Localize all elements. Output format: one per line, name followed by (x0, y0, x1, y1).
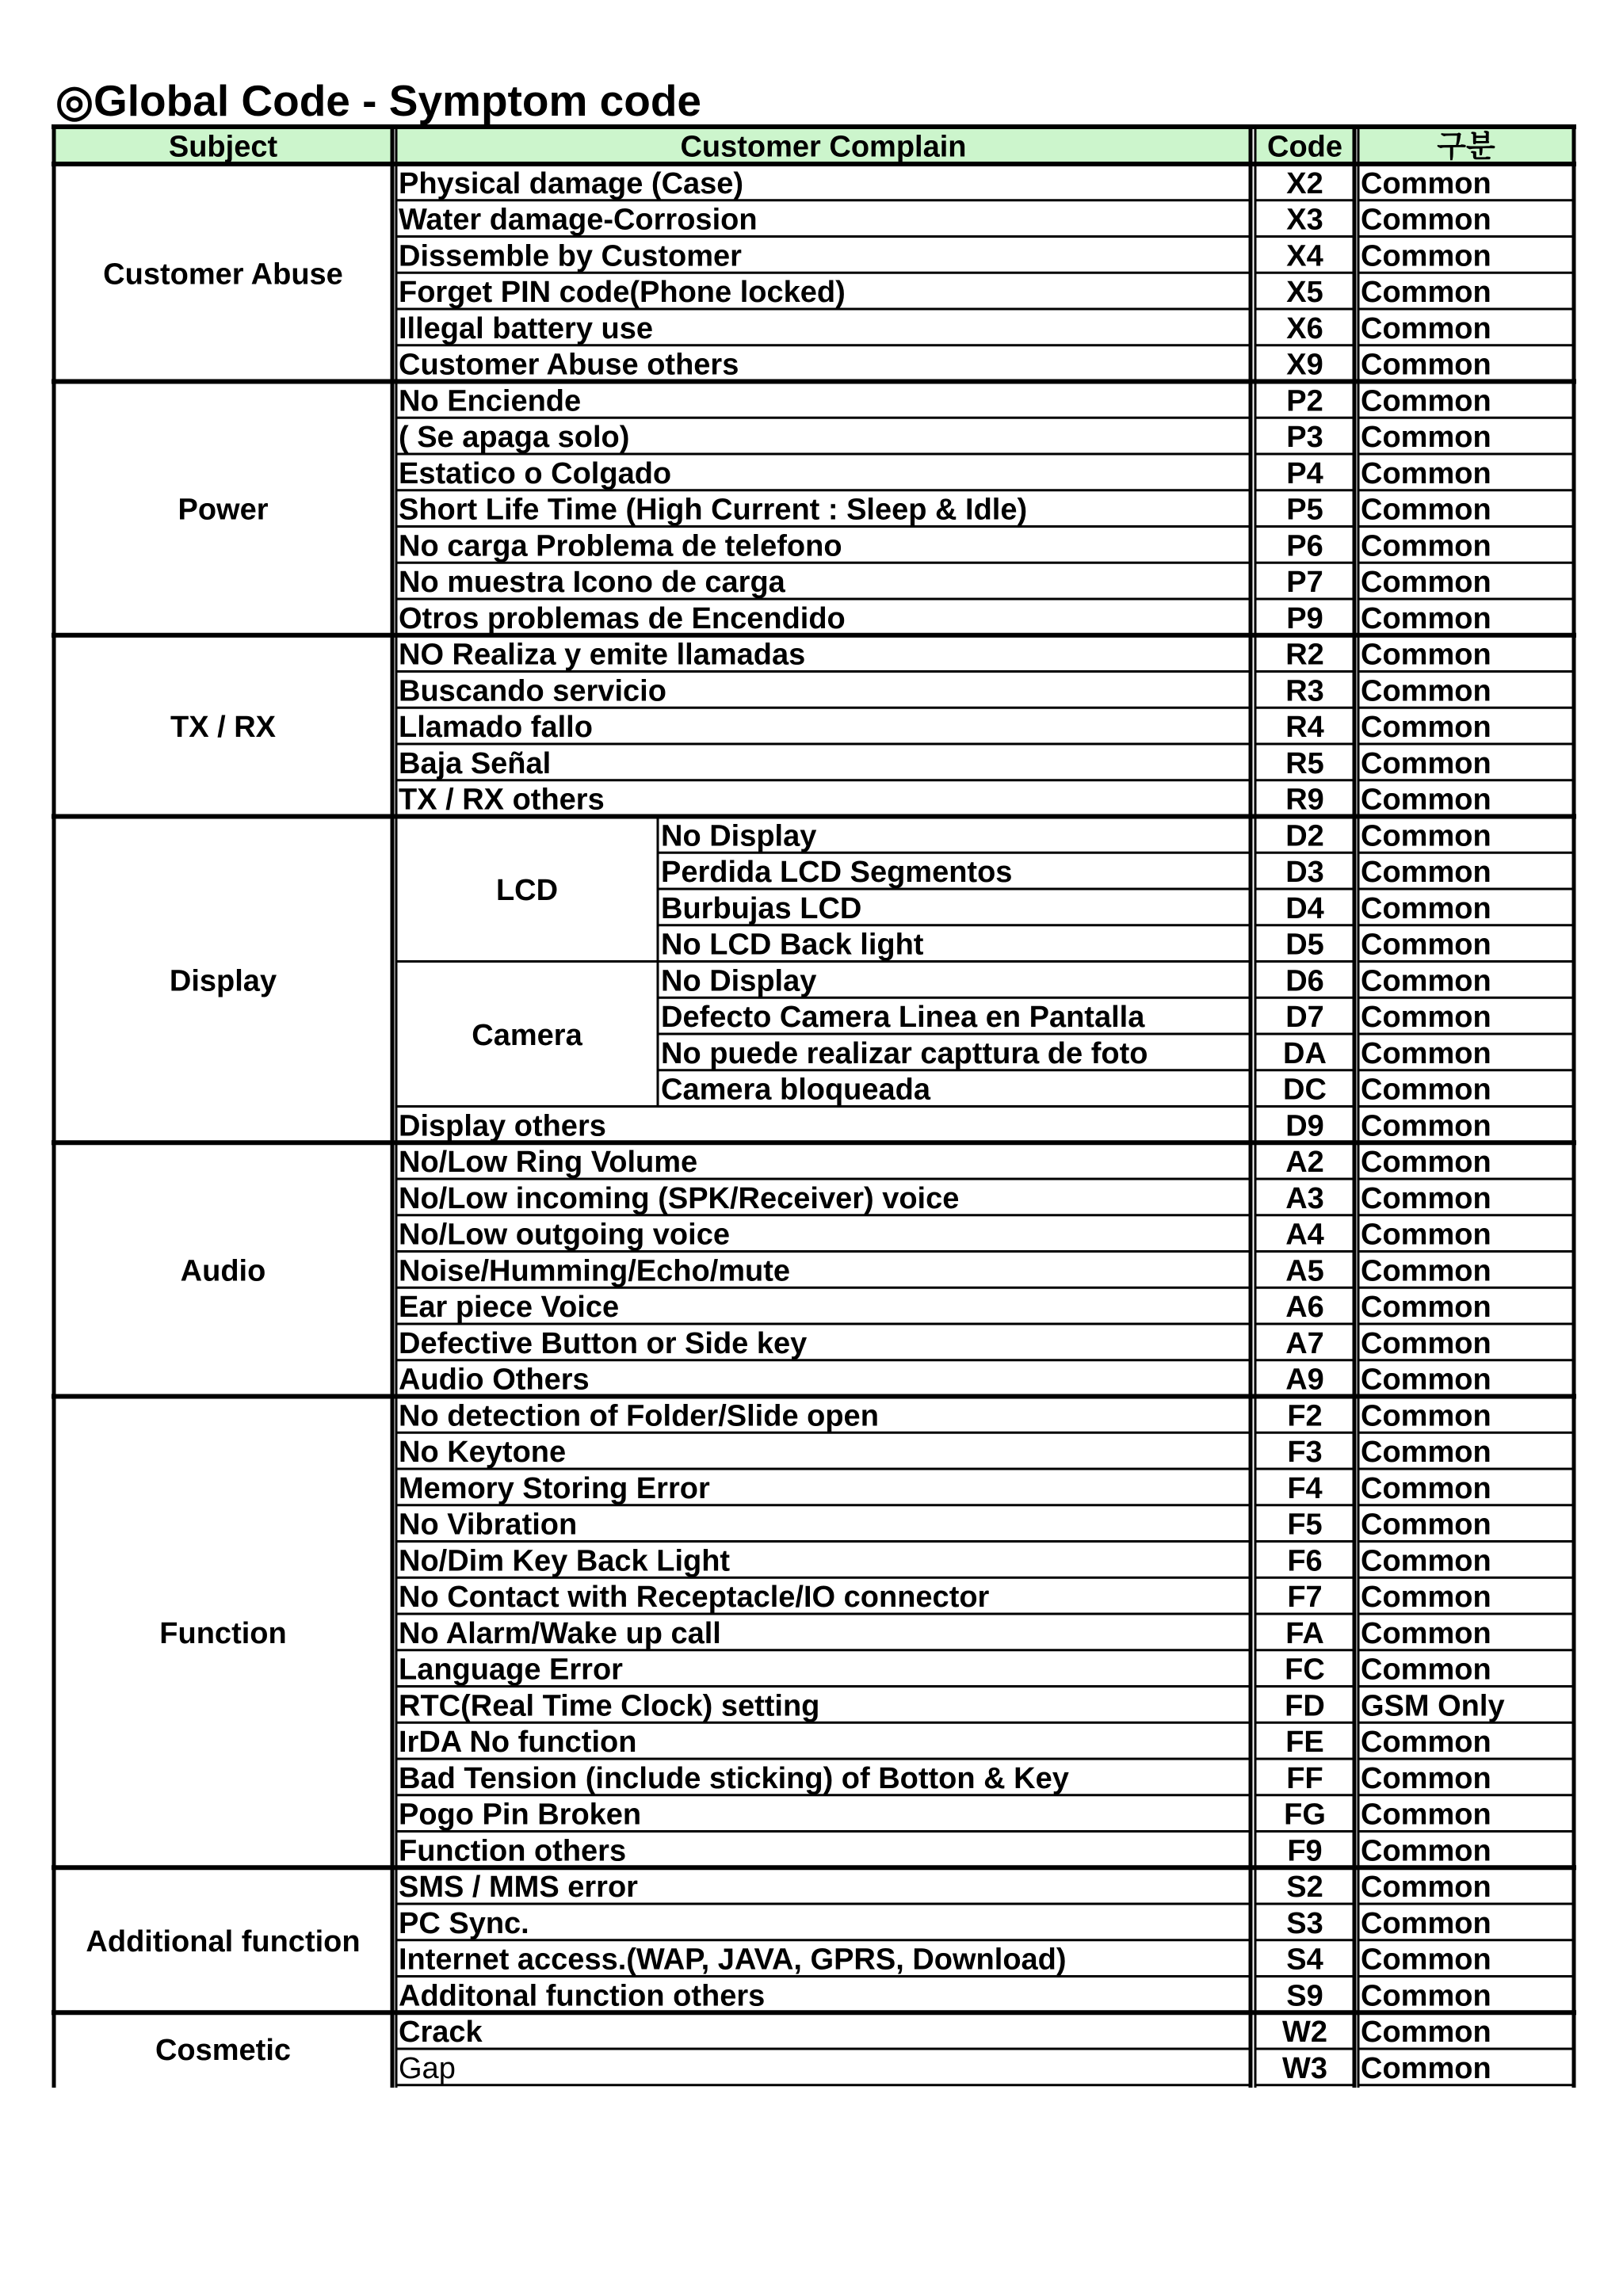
complain-cell: TX / RX others (399, 783, 605, 817)
code-cell: D5 (1285, 928, 1324, 962)
code-cell: D9 (1285, 1109, 1324, 1143)
complain-cell: Pogo Pin Broken (399, 1798, 642, 1832)
complain-cell: No/Low incoming (SPK/Receiver) voice (399, 1181, 960, 1215)
subject-cell: Display (169, 964, 277, 998)
header-subject: Subject (168, 130, 278, 164)
code-cell: F3 (1287, 1436, 1323, 1470)
complain-cell: Illegal battery use (399, 311, 654, 345)
type-cell: Common (1361, 1399, 1491, 1433)
complain-cell: No detection of Folder/Slide open (399, 1399, 879, 1433)
type-cell: Common (1361, 421, 1491, 455)
complain-cell: SMS / MMS error (399, 1871, 638, 1905)
complain-cell: No Display (661, 964, 817, 998)
type-cell: Common (1361, 674, 1491, 708)
code-cell: D6 (1285, 964, 1324, 998)
type-cell: Common (1361, 1798, 1491, 1832)
complain-cell: Estatico o Colgado (399, 456, 672, 490)
code-cell: P6 (1286, 529, 1323, 563)
type-cell: Common (1361, 1508, 1491, 1542)
type-cell: Common (1361, 2016, 1491, 2050)
code-cell: FD (1285, 1689, 1325, 1723)
subject-cell: TX / RX (170, 711, 277, 745)
code-cell: W2 (1282, 2016, 1327, 2050)
complain-cell: Audio Others (399, 1363, 590, 1397)
type-cell: Common (1361, 1761, 1491, 1795)
complain-cell: Water damage-Corrosion (399, 203, 758, 237)
type-cell: Common (1361, 928, 1491, 962)
type-cell: Common (1361, 1146, 1491, 1180)
code-cell: S9 (1286, 1979, 1323, 2013)
page-title: ◎Global Code - Symptom code (55, 76, 702, 125)
complain-cell: Dissemble by Customer (399, 239, 742, 273)
complain-cell: Additonal function others (399, 1979, 766, 2013)
complain-cell: Camera bloqueada (661, 1073, 930, 1107)
code-cell: X9 (1286, 348, 1323, 382)
code-cell: FE (1285, 1726, 1324, 1760)
complain-cell: ( Se apaga solo) (399, 421, 630, 455)
type-cell: Common (1361, 891, 1491, 925)
type-cell: Common (1361, 493, 1491, 527)
complain-cell: No Display (661, 819, 817, 853)
code-cell: R9 (1285, 783, 1324, 817)
subject-cell: Customer Abuse (103, 257, 343, 292)
complain-cell: Internet access.(WAP, JAVA, GPRS, Download) (399, 1943, 1067, 1977)
code-cell: DA (1283, 1036, 1327, 1070)
complain-cell: No/Low Ring Volume (399, 1146, 698, 1180)
code-cell: S3 (1286, 1906, 1323, 1940)
type-cell: Common (1361, 1036, 1491, 1070)
code-cell: S4 (1286, 1943, 1323, 1977)
code-cell: F5 (1287, 1508, 1323, 1542)
type-cell: Common (1361, 1436, 1491, 1470)
complain-cell: Noise/Humming/Echo/mute (399, 1254, 791, 1288)
type-cell: Common (1361, 783, 1491, 817)
complain-cell: Ear piece Voice (399, 1291, 620, 1325)
code-cell: FC (1285, 1653, 1325, 1687)
type-cell: Common (1361, 711, 1491, 745)
complain-cell: PC Sync. (399, 1906, 529, 1940)
code-cell: R2 (1285, 638, 1324, 672)
type-cell: Common (1361, 746, 1491, 780)
complain-cell: No/Dim Key Back Light (399, 1544, 731, 1578)
type-cell: Common (1361, 384, 1491, 418)
type-cell: Common (1361, 1871, 1491, 1905)
complain-cell: No puede realizar capttura de foto (661, 1036, 1148, 1070)
type-cell: Common (1361, 1181, 1491, 1215)
complain-cell: Defective Button or Side key (399, 1326, 808, 1360)
code-cell: R3 (1285, 674, 1324, 708)
complain-cell: Customer Abuse others (399, 348, 739, 382)
type-cell: Common (1361, 1326, 1491, 1360)
type-cell: Common (1361, 456, 1491, 490)
type-cell: Common (1361, 1363, 1491, 1397)
complain-cell: Burbujas LCD (661, 891, 862, 925)
subject-cell: Function (159, 1616, 287, 1650)
complain-cell: IrDA No function (399, 1726, 637, 1760)
complain-cell: No Vibration (399, 1508, 578, 1542)
type-cell: Common (1361, 1001, 1491, 1035)
code-cell: F6 (1287, 1544, 1323, 1578)
complain-cell: No LCD Back light (661, 928, 924, 962)
type-cell: Common (1361, 1943, 1491, 1977)
type-cell: Common (1361, 529, 1491, 563)
code-cell: X4 (1286, 239, 1323, 273)
type-cell: Common (1361, 203, 1491, 237)
type-cell: Common (1361, 1471, 1491, 1505)
type-cell: Common (1361, 311, 1491, 345)
code-cell: P5 (1286, 493, 1323, 527)
type-cell: Common (1361, 348, 1491, 382)
type-cell: Common (1361, 1726, 1491, 1760)
subject-cell: Cosmetic (155, 2034, 292, 2067)
header-type: 구분 (1437, 130, 1495, 164)
type-cell: Common (1361, 2051, 1491, 2085)
header-customer-complain: Customer Complain (680, 130, 967, 164)
type-cell: Common (1361, 1291, 1491, 1325)
type-cell: Common (1361, 1906, 1491, 1940)
code-cell: A5 (1285, 1254, 1324, 1288)
type-cell: GSM Only (1361, 1689, 1505, 1723)
complain-cell: Display others (399, 1109, 606, 1143)
complain-cell: Perdida LCD Segmentos (661, 856, 1013, 890)
complain-cell: No muestra Icono de carga (399, 566, 785, 600)
type-cell: Common (1361, 276, 1491, 310)
type-cell: Common (1361, 1979, 1491, 2013)
code-cell: P2 (1286, 384, 1323, 418)
code-cell: D7 (1285, 1001, 1324, 1035)
type-cell: Common (1361, 964, 1491, 998)
complain-cell: Otros problemas de Encendido (399, 601, 846, 635)
code-cell: A7 (1285, 1326, 1324, 1360)
complain-cell: Short Life Time (High Current : Sleep & Idle) (399, 493, 1028, 527)
code-cell: DC (1283, 1073, 1327, 1107)
code-cell: R4 (1285, 711, 1324, 745)
type-cell: Common (1361, 566, 1491, 600)
code-cell: S2 (1286, 1871, 1323, 1905)
code-cell: P9 (1286, 601, 1323, 635)
code-cell: X3 (1286, 203, 1323, 237)
complain-cell: NO Realiza y emite llamadas (399, 638, 806, 672)
code-cell: R5 (1285, 746, 1324, 780)
complain-cell: Crack (399, 2016, 483, 2050)
complain-cell: Language Error (399, 1653, 623, 1687)
complain-cell: No Contact with Receptacle/IO connector (399, 1581, 990, 1615)
complain-cell: Gap (399, 2051, 456, 2085)
type-cell: Common (1361, 856, 1491, 890)
code-cell: F4 (1287, 1471, 1323, 1505)
complain-cell: Bad Tension (include sticking) of Botton & Key (399, 1761, 1069, 1795)
complain-cell: No Keytone (399, 1436, 567, 1470)
complain-cell: Function others (399, 1834, 627, 1868)
code-cell: P4 (1286, 456, 1323, 490)
code-cell: X2 (1286, 166, 1323, 200)
complain-cell: Forget PIN code(Phone locked) (399, 276, 846, 310)
type-cell: Common (1361, 1544, 1491, 1578)
code-cell: F7 (1287, 1581, 1323, 1615)
type-cell: Common (1361, 1254, 1491, 1288)
sub-subject-cell: LCD (495, 874, 559, 907)
code-cell: D4 (1285, 891, 1324, 925)
header-code: Code (1267, 130, 1342, 164)
code-cell: F9 (1287, 1834, 1323, 1868)
code-cell: D3 (1285, 856, 1324, 890)
type-cell: Common (1361, 1581, 1491, 1615)
type-cell: Common (1361, 1616, 1491, 1650)
type-cell: Common (1361, 1218, 1491, 1252)
complain-cell: RTC(Real Time Clock) setting (399, 1689, 820, 1723)
type-cell: Common (1361, 601, 1491, 635)
type-cell: Common (1361, 819, 1491, 853)
type-cell: Common (1361, 1073, 1491, 1107)
code-cell: A9 (1285, 1363, 1324, 1397)
subject-cell: Power (178, 493, 269, 527)
code-cell: P3 (1286, 421, 1323, 455)
type-cell: Common (1361, 638, 1491, 672)
complain-cell: Buscando servicio (399, 674, 666, 708)
complain-cell: Physical damage (Case) (399, 166, 744, 200)
complain-cell: No Alarm/Wake up call (399, 1616, 721, 1650)
complain-cell: Llamado fallo (399, 711, 593, 745)
code-cell: D2 (1285, 819, 1324, 853)
code-cell: FG (1284, 1798, 1326, 1832)
complain-cell: Defecto Camera Linea en Pantalla (661, 1001, 1145, 1035)
code-cell: A3 (1285, 1181, 1324, 1215)
code-cell: FF (1286, 1761, 1323, 1795)
code-cell: W3 (1282, 2051, 1327, 2085)
complain-cell: Memory Storing Error (399, 1471, 710, 1505)
code-cell: P7 (1286, 566, 1323, 600)
complain-cell: No/Low outgoing voice (399, 1218, 730, 1252)
subject-cell: Additional function (86, 1924, 361, 1958)
code-cell: X5 (1286, 276, 1323, 310)
sub-subject-cell: Camera (472, 1019, 582, 1052)
code-cell: FA (1285, 1616, 1324, 1650)
complain-cell: Baja Señal (399, 746, 552, 780)
code-cell: X6 (1286, 311, 1323, 345)
type-cell: Common (1361, 1834, 1491, 1868)
code-cell: F2 (1287, 1399, 1323, 1433)
type-cell: Common (1361, 239, 1491, 273)
subject-cell: Audio (180, 1254, 266, 1288)
code-cell: A4 (1285, 1218, 1324, 1252)
complain-cell: No carga Problema de telefono (399, 529, 842, 563)
type-cell: Common (1361, 1109, 1491, 1143)
type-cell: Common (1361, 166, 1491, 200)
type-cell: Common (1361, 1653, 1491, 1687)
complain-cell: No Enciende (399, 384, 582, 418)
code-cell: A6 (1285, 1291, 1324, 1325)
code-cell: A2 (1285, 1146, 1324, 1180)
